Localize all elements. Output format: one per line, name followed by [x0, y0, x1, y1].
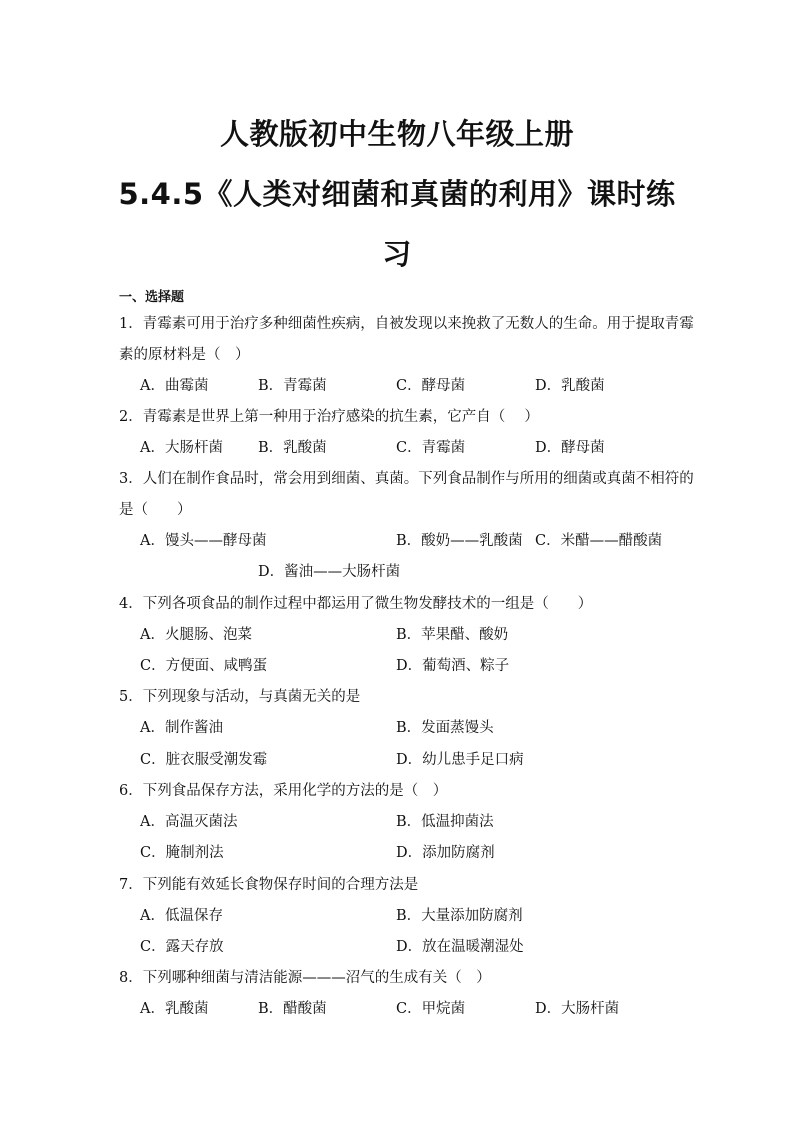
question-8-option-b: B．醋酸菌 [258, 1001, 327, 1017]
question-7-option-c: C．露天存放 [140, 939, 224, 955]
question-4-option-b: B．苹果醋、酸奶 [396, 627, 509, 643]
question-6-option-a: A．高温灭菌法 [140, 814, 238, 830]
question-7-option-a: A．低温保存 [140, 908, 223, 924]
question-1-line-1: 1．青霉素可用于治疗多种细菌性疾病，自被发现以来挽救了无数人的生命。用于提取青霉 [119, 316, 694, 332]
question-6-line-1: 6．下列食品保存方法，采用化学的方法的是（ ） [119, 783, 448, 799]
question-6-option-d: D．添加防腐剂 [396, 845, 495, 861]
question-4-option-c: C．方便面、咸鸭蛋 [140, 658, 268, 674]
question-4-line-1: 4．下列各项食品的制作过程中都运用了微生物发酵技术的一组是（ ） [119, 596, 593, 612]
question-3-option-a: A．馒头——酵母菌 [140, 533, 267, 549]
question-7-option-b: B．大量添加防腐剂 [396, 908, 523, 924]
question-2-option-d: D．酵母菌 [535, 440, 605, 456]
question-1-option-c: C．酵母菌 [396, 378, 466, 394]
question-5-option-c: C．脏衣服受潮发霉 [140, 752, 268, 768]
question-8-line-1: 8．下列哪种细菌与清洁能源———沼气的生成有关（ ） [119, 970, 491, 986]
question-8-option-c: C．甲烷菌 [396, 1001, 466, 1017]
question-1-line-2: 素的原材料是（ ） [119, 347, 250, 363]
question-1-option-b: B．青霉菌 [258, 378, 327, 394]
question-1-option-d: D．乳酸菌 [535, 378, 605, 394]
question-3-line-2: 是（ ） [119, 502, 192, 518]
question-4-option-a: A．火腿肠、泡菜 [140, 627, 252, 643]
question-4-option-d: D．葡萄酒、粽子 [396, 658, 510, 674]
question-7-option-d: D．放在温暖潮湿处 [396, 939, 524, 955]
question-2-option-a: A．大肠杆菌 [140, 440, 223, 456]
question-1-option-a: A．曲霉菌 [140, 378, 209, 394]
section-heading: 一、选择题 [119, 290, 185, 305]
question-2-option-b: B．乳酸菌 [258, 440, 327, 456]
question-3-option-b: B．酸奶——乳酸菌 [396, 533, 523, 549]
question-8-option-d: D．大肠杆菌 [535, 1001, 620, 1017]
question-8-option-a: A．乳酸菌 [140, 1001, 209, 1017]
question-5-line-1: 5．下列现象与活动，与真菌无关的是 [119, 689, 361, 705]
question-5-option-a: A．制作酱油 [140, 720, 223, 736]
question-2-option-c: C．青霉菌 [396, 440, 466, 456]
question-3-option-d: D．酱油——大肠杆菌 [258, 564, 401, 580]
question-6-option-b: B．低温抑菌法 [396, 814, 494, 830]
question-7-line-1: 7．下列能有效延长食物保存时间的合理方法是 [119, 877, 419, 893]
document-title-line-2: 5.4.5《人类对细菌和真菌的利用》课时练 [118, 177, 676, 211]
question-3-option-c: C．米醋——醋酸菌 [535, 533, 663, 549]
question-5-option-d: D．幼儿患手足口病 [396, 752, 524, 768]
question-2-line-1: 2．青霉素是世界上第一种用于治疗感染的抗生素，它产自（ ） [119, 409, 539, 425]
question-3-line-1: 3．人们在制作食品时，常会用到细菌、真菌。下列食品制作与所用的细菌或真菌不相符的 [119, 471, 694, 487]
document-title-line-3: 习 [382, 237, 412, 271]
question-5-option-b: B．发面蒸馒头 [396, 720, 494, 736]
question-6-option-c: C．腌制剂法 [140, 845, 224, 861]
document-title-line-1: 人教版初中生物八年级上册 [219, 117, 574, 151]
